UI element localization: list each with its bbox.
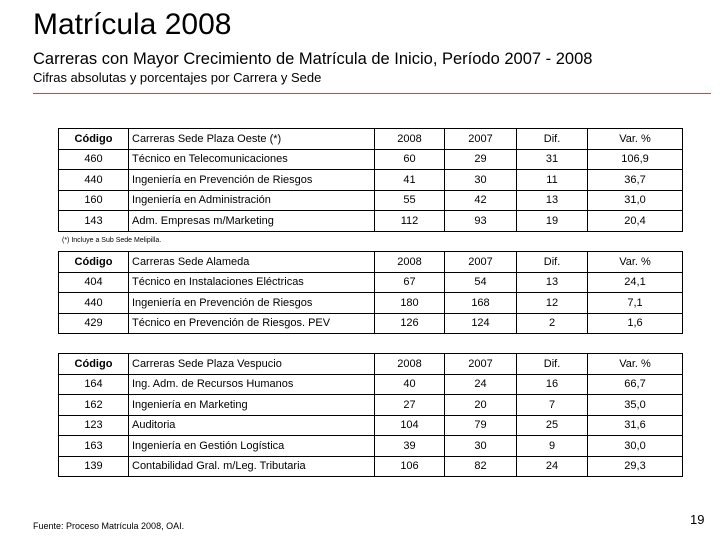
cell-var: 36,7 bbox=[588, 170, 683, 191]
cell-2008: 40 bbox=[375, 374, 445, 395]
table-header-row bbox=[59, 252, 683, 273]
table-plaza-oeste bbox=[58, 128, 683, 232]
table-row bbox=[59, 415, 683, 436]
cell-dif: 11 bbox=[517, 170, 588, 191]
header-var: Var. % bbox=[588, 252, 683, 273]
cell-dif: 24 bbox=[517, 456, 588, 477]
cell-carrera: Ingeniería en Prevención de Riesgos bbox=[129, 170, 375, 191]
cell-var: 35,0 bbox=[588, 395, 683, 416]
cell-2007: 54 bbox=[445, 272, 517, 293]
header-2008: 2008 bbox=[375, 354, 445, 375]
page-title: Matrícula 2008 bbox=[33, 8, 232, 41]
cell-2008: 67 bbox=[375, 272, 445, 293]
page-description: Cifras absolutas y porcentajes por Carrera y Sede bbox=[33, 70, 322, 85]
table-alameda bbox=[58, 251, 683, 334]
cell-2007: 24 bbox=[445, 374, 517, 395]
header-carrera: Carreras Sede Alameda bbox=[129, 252, 375, 273]
cell-carrera: Ingeniería en Marketing bbox=[129, 395, 375, 416]
cell-2008: 180 bbox=[375, 293, 445, 314]
cell-codigo: 440 bbox=[59, 293, 129, 314]
cell-carrera: Técnico en Instalaciones Eléctricas bbox=[129, 272, 375, 293]
cell-dif: 13 bbox=[517, 272, 588, 293]
cell-var: 66,7 bbox=[588, 374, 683, 395]
cell-2008: 55 bbox=[375, 190, 445, 211]
table-row bbox=[59, 374, 683, 395]
header-2007: 2007 bbox=[445, 354, 517, 375]
cell-carrera: Adm. Empresas m/Marketing bbox=[129, 211, 375, 232]
cell-var: 1,6 bbox=[588, 313, 683, 334]
cell-carrera: Ingeniería en Administración bbox=[129, 190, 375, 211]
cell-2007: 82 bbox=[445, 456, 517, 477]
cell-2008: 41 bbox=[375, 170, 445, 191]
header-codigo: Código bbox=[59, 129, 129, 150]
table-row bbox=[59, 395, 683, 416]
cell-codigo: 429 bbox=[59, 313, 129, 334]
table-row bbox=[59, 211, 683, 232]
table-row bbox=[59, 313, 683, 334]
cell-2007: 42 bbox=[445, 190, 517, 211]
cell-var: 106,9 bbox=[588, 149, 683, 170]
cell-var: 31,0 bbox=[588, 190, 683, 211]
cell-var: 24,1 bbox=[588, 272, 683, 293]
cell-dif: 12 bbox=[517, 293, 588, 314]
cell-codigo: 163 bbox=[59, 436, 129, 457]
header-2007: 2007 bbox=[445, 252, 517, 273]
cell-codigo: 404 bbox=[59, 272, 129, 293]
cell-carrera: Ing. Adm. de Recursos Humanos bbox=[129, 374, 375, 395]
header-codigo: Código bbox=[59, 354, 129, 375]
cell-2007: 30 bbox=[445, 170, 517, 191]
cell-carrera: Ingeniería en Gestión Logística bbox=[129, 436, 375, 457]
cell-carrera: Técnico en Prevención de Riesgos. PEV bbox=[129, 313, 375, 334]
table-header-row bbox=[59, 354, 683, 375]
cell-var: 20,4 bbox=[588, 211, 683, 232]
cell-var: 7,1 bbox=[588, 293, 683, 314]
cell-2007: 93 bbox=[445, 211, 517, 232]
cell-codigo: 164 bbox=[59, 374, 129, 395]
cell-2007: 20 bbox=[445, 395, 517, 416]
cell-dif: 2 bbox=[517, 313, 588, 334]
table-row bbox=[59, 190, 683, 211]
header-var: Var. % bbox=[588, 129, 683, 150]
table-plaza-vespucio bbox=[58, 353, 683, 477]
header-carrera: Carreras Sede Plaza Oeste (*) bbox=[129, 129, 375, 150]
table-row bbox=[59, 272, 683, 293]
table-row bbox=[59, 456, 683, 477]
table-row bbox=[59, 149, 683, 170]
cell-codigo: 162 bbox=[59, 395, 129, 416]
cell-carrera: Auditoria bbox=[129, 415, 375, 436]
table-row bbox=[59, 170, 683, 191]
table-row bbox=[59, 293, 683, 314]
cell-dif: 7 bbox=[517, 395, 588, 416]
header-carrera: Carreras Sede Plaza Vespucio bbox=[129, 354, 375, 375]
cell-codigo: 143 bbox=[59, 211, 129, 232]
cell-codigo: 139 bbox=[59, 456, 129, 477]
cell-carrera: Ingeniería en Prevención de Riesgos bbox=[129, 293, 375, 314]
header-2008: 2008 bbox=[375, 252, 445, 273]
header-2007: 2007 bbox=[445, 129, 517, 150]
header-dif: Dif. bbox=[517, 129, 588, 150]
table-header-row bbox=[59, 129, 683, 150]
cell-2007: 79 bbox=[445, 415, 517, 436]
cell-carrera: Técnico en Telecomunicaciones bbox=[129, 149, 375, 170]
cell-codigo: 460 bbox=[59, 149, 129, 170]
cell-2008: 39 bbox=[375, 436, 445, 457]
cell-dif: 9 bbox=[517, 436, 588, 457]
cell-2008: 112 bbox=[375, 211, 445, 232]
table-row bbox=[59, 436, 683, 457]
header-dif: Dif. bbox=[517, 354, 588, 375]
cell-carrera: Contabilidad Gral. m/Leg. Tributaria bbox=[129, 456, 375, 477]
cell-2007: 29 bbox=[445, 149, 517, 170]
cell-2007: 30 bbox=[445, 436, 517, 457]
cell-codigo: 440 bbox=[59, 170, 129, 191]
cell-2007: 124 bbox=[445, 313, 517, 334]
cell-2008: 126 bbox=[375, 313, 445, 334]
cell-codigo: 123 bbox=[59, 415, 129, 436]
header-codigo: Código bbox=[59, 252, 129, 273]
cell-2008: 104 bbox=[375, 415, 445, 436]
header-2008: 2008 bbox=[375, 129, 445, 150]
cell-2008: 60 bbox=[375, 149, 445, 170]
cell-dif: 16 bbox=[517, 374, 588, 395]
page-number: 19 bbox=[690, 512, 705, 527]
cell-dif: 25 bbox=[517, 415, 588, 436]
cell-var: 31,6 bbox=[588, 415, 683, 436]
title-divider bbox=[33, 93, 711, 94]
cell-2007: 168 bbox=[445, 293, 517, 314]
cell-var: 29,3 bbox=[588, 456, 683, 477]
cell-dif: 31 bbox=[517, 149, 588, 170]
cell-dif: 13 bbox=[517, 190, 588, 211]
cell-var: 30,0 bbox=[588, 436, 683, 457]
header-var: Var. % bbox=[588, 354, 683, 375]
header-dif: Dif. bbox=[517, 252, 588, 273]
page-subtitle: Carreras con Mayor Crecimiento de Matrícula de Inicio, Período 2007 - 2008 bbox=[33, 50, 593, 68]
cell-dif: 19 bbox=[517, 211, 588, 232]
cell-2008: 106 bbox=[375, 456, 445, 477]
source-note: Fuente: Proceso Matrícula 2008, OAI. bbox=[33, 521, 185, 531]
cell-codigo: 160 bbox=[59, 190, 129, 211]
cell-2008: 27 bbox=[375, 395, 445, 416]
footnote: (*) Incluye a Sub Sede Melipilla. bbox=[62, 237, 162, 244]
